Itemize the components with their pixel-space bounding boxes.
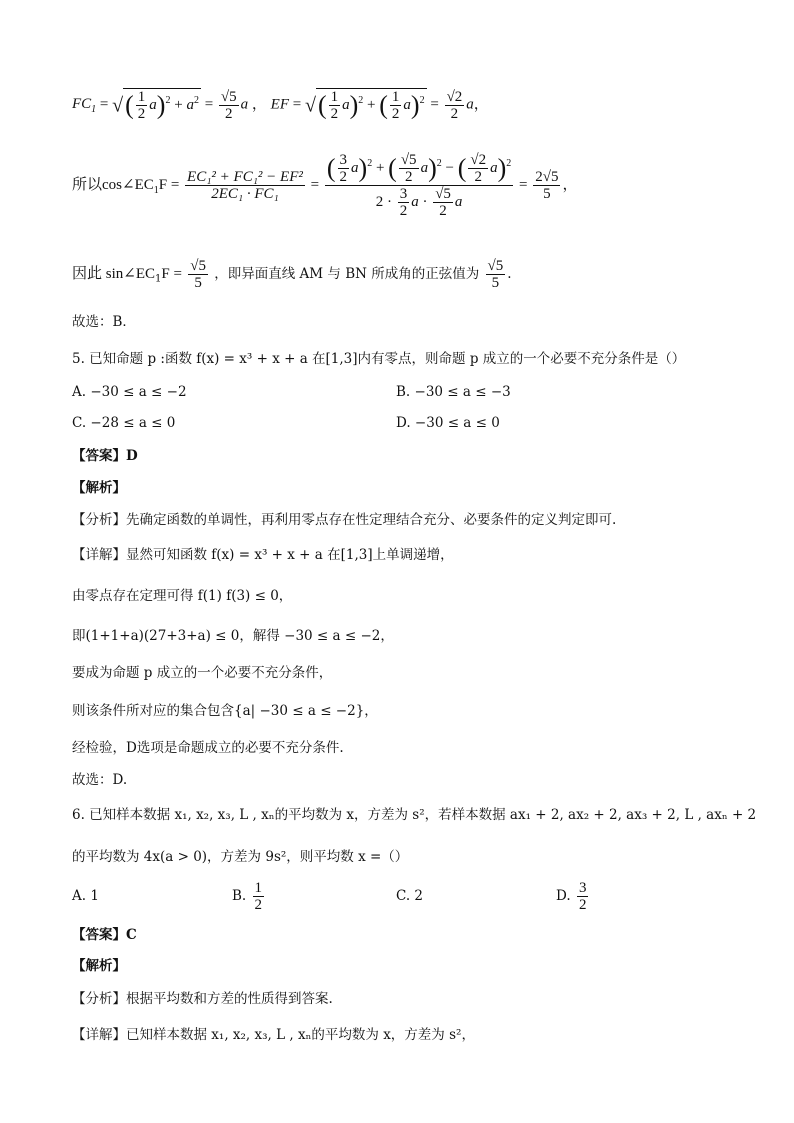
cos-result: $\frac{2√5}{5}$ <box>535 169 559 202</box>
q5-analysis-heading: 【解析】 <box>72 480 126 496</box>
question-6-line-2: 的平均数为 4x(a > 0)，方差为 9s²，则平均数 x =（） <box>72 849 409 865</box>
fc-label: $FC_1$ <box>72 96 97 116</box>
q5-step-1: 由零点存在定理可得 f(1) f(3) ≤ 0， <box>72 588 293 604</box>
sqrt-ef: √( $\frac{1}{2}$ a)$^2$ + ( $\frac{1}{2}$ a)$^2$ <box>304 89 425 122</box>
choice-b-line: 故选：B． <box>72 314 136 330</box>
cos-frac-2: ( $\frac{3}{2}$ a)$^2$ + ( $\frac{√5}{2}$ a)$^2$ − ( $\frac{√2}{2}$ a)$^2$ 2 · $\frac{3}{2}$ a · $\frac{√5}{2}$ a <box>326 152 512 219</box>
q6-option-c: C. 2 <box>396 888 424 904</box>
sqrt-fc1: √( $\frac{1}{2}$ $a)^2 + a^2$ <box>112 89 199 122</box>
q6-option-a: A. 1 <box>72 888 99 904</box>
cos-frac-1: $\frac{\text{EC₁² + FC₁² − EF²}}{\text{2EC₁ · FC₁}}$ <box>187 169 303 202</box>
q5-step-5: 经检验，D选项是命题成立的必要不充分条件. <box>72 740 344 756</box>
q5-step-3: 要成为命题 p 成立的一个必要不充分条件， <box>72 665 333 681</box>
q5-option-b: B. −30 ≤ a ≤ −3 <box>396 384 511 400</box>
formula-fc1-ef: $FC_1$ = √( $\frac{1}{2}$ $a)^2 + a^2$ = $\frac{√5}{2}$ a ， EF = √( $\frac{1}{2}$ a)$^2$ + ( $\frac{1}{2}$ a)$^2$ = $\frac{√2}{2}$ a， <box>72 88 489 122</box>
q5-option-a: A. −30 ≤ a ≤ −2 <box>72 384 187 400</box>
q6-detail: 【详解】已知样本数据 x₁, x₂, x₃, L , xₙ的平均数为 x，方差为 s²， <box>72 1027 475 1043</box>
formula-cos: 所以$\cos\angle EC_1F$ = $\frac{\text{EC₁² + FC₁² − EF²}}{\text{2EC₁ · FC₁}}$ = ( $\frac{3}{2}$ a)$^2$ + ( $\frac{√5}{2}$ a)$^2$ − ( $\frac{√2}{2}$ a)$^2$ 2 · $\frac{3}{2}$ a · $\frac{√5}{2}$ a = $\frac{2√5}{5}$ ， <box>72 152 578 219</box>
question-5: 5. 已知命题 p :函数 f(x) = x³ + x + a 在[1,3]内有零点，则命题 p 成立的一个必要不充分条件是（） <box>72 351 686 367</box>
sin-conclusion: 因此 $\sin\angle EC_1F$ = $\frac{√5}{5}$ ，即异面直线 AM 与 BN 所成角的正弦值为 $\frac{√5}{5}$ . <box>72 258 512 291</box>
cos-prefix: 所以cos∠EC <box>72 176 154 193</box>
q6-analysis-heading: 【解析】 <box>72 958 126 974</box>
q6-option-d: D. $\frac{3}{2}$ <box>556 880 587 913</box>
q5-option-c: C. −28 ≤ a ≤ 0 <box>72 415 176 431</box>
question-6-line-1: 6. 已知样本数据 x₁, x₂, x₃, L , xₙ的平均数为 x，方差为 s²，若样本数据 ax₁ + 2, ax₂ + 2, ax₃ + 2, L , axₙ + 2 <box>72 807 757 823</box>
q5-step-2: 即(1+1+a)(27+3+a) ≤ 0，解得 −30 ≤ a ≤ −2， <box>72 628 394 644</box>
q6-option-b: B. $\frac{1}{2}$ <box>232 880 263 913</box>
q5-detail: 【详解】显然可知函数 f(x) = x³ + x + a 在[1,3]上单调递增， <box>72 547 454 563</box>
q5-step-4: 则该条件所对应的集合包含{a| −30 ≤ a ≤ −2}， <box>72 703 378 719</box>
q5-analysis: 【分析】先确定函数的单调性，再利用零点存在性定理结合充分、必要条件的定义判定即可. <box>72 512 617 528</box>
q6-analysis: 【分析】根据平均数和方差的性质得到答案. <box>72 991 333 1007</box>
q6-answer: 【答案】C <box>72 927 137 943</box>
q5-option-d: D. −30 ≤ a ≤ 0 <box>396 415 500 431</box>
q5-choice: 故选：D. <box>72 772 128 788</box>
sin-value: $\frac{√5}{5}$ <box>190 258 206 291</box>
q5-answer: 【答案】D <box>72 448 138 464</box>
